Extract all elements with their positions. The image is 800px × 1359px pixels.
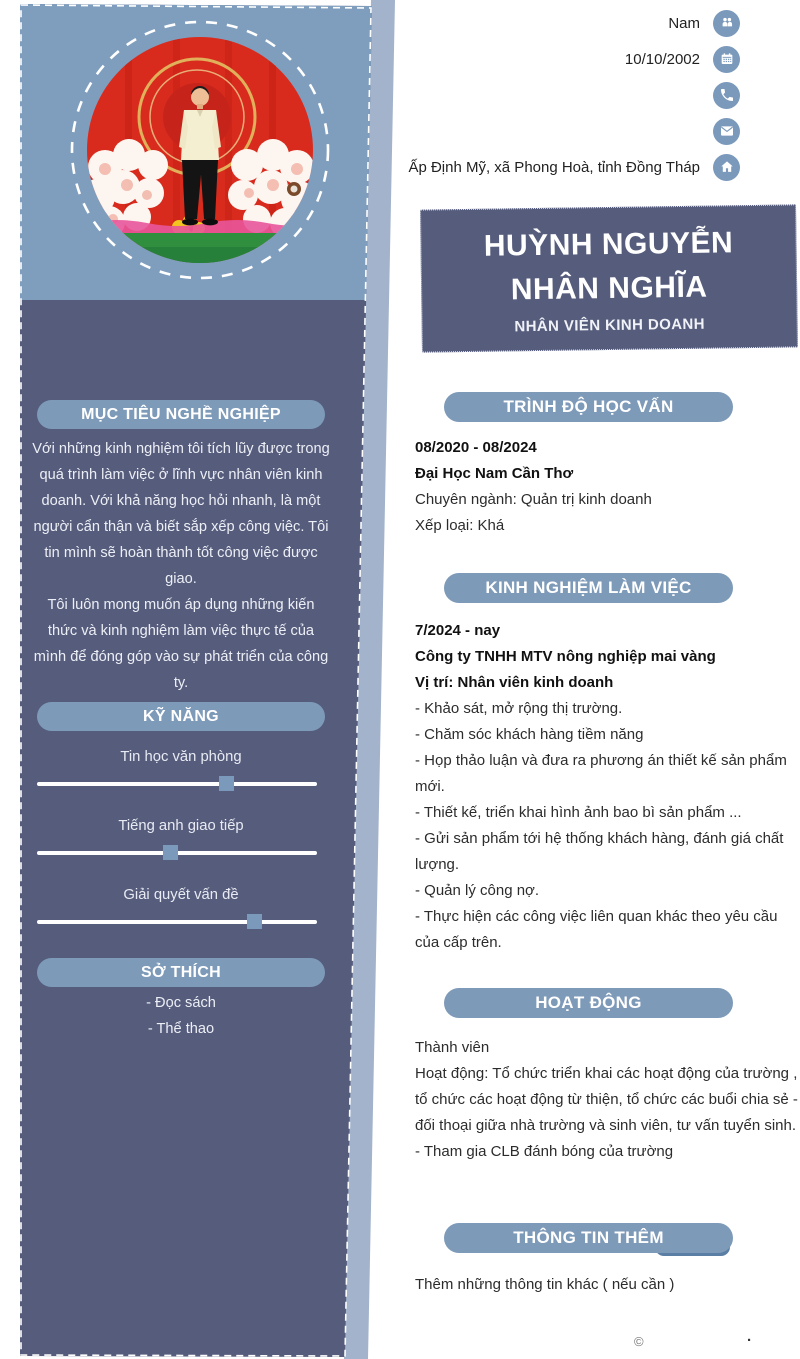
objective-text xyxy=(31,436,331,696)
experience-block xyxy=(415,618,799,956)
experience-bullet: - Họp thảo luận và đưa ra phương án thiết kế sản phẩm mới. xyxy=(415,752,787,795)
email-icon xyxy=(713,118,740,145)
objective-paragraph-2: Tôi luôn mong muốn áp dụng những kiến thức và kinh nghiệm làm việc thực tế của mình để đóng góp vào sự phát triển của công ty. xyxy=(33,597,329,691)
education-block xyxy=(415,435,799,539)
contact-row-phone xyxy=(400,81,740,109)
contact-row-gender xyxy=(400,9,740,37)
education-grade: Xếp loại: Khá xyxy=(415,517,505,534)
activities-description: Hoạt động: Tổ chức triển khai các hoạt động của trường , tổ chức các hoạt động từ thiện, tổ chức các buổi chia sẻ - đối thoại giữa nhà trường và sinh viên, tư vấn tuyển sinh. xyxy=(415,1065,798,1134)
objective-paragraph-1: Với những kinh nghiệm tôi tích lũy được trong quá trình làm việc ở lĩnh vực nhân viên kinh doanh. Với khả năng học hỏi nhanh, là một người cẩn thận và biết sắp xếp công việc. Tôi tin mình sẽ hoàn thành tốt công việc được giao. xyxy=(32,441,330,587)
contact-row-address xyxy=(400,153,740,181)
activities-extra: - Tham gia CLB đánh bóng của trường xyxy=(415,1143,674,1160)
skill-slider[interactable] xyxy=(37,851,317,855)
more-info-block xyxy=(415,1272,799,1298)
skill-slider-thumb[interactable] xyxy=(247,914,262,929)
more-info-note: Thêm những thông tin khác ( nếu cần ) xyxy=(415,1276,675,1293)
experience-bullet: - Quản lý công nợ. xyxy=(415,882,540,899)
candidate-name: HUỲNH NGUYỄN NHÂN NGHĨA xyxy=(483,226,734,307)
education-major: Chuyên ngành: Quản trị kinh doanh xyxy=(415,491,652,508)
activities-block xyxy=(415,1035,799,1165)
experience-bullet: - Thực hiện các công việc liên quan khác theo yêu cầu của cấp trên. xyxy=(415,908,778,951)
section-header-skills: KỸ NĂNG xyxy=(37,702,325,731)
contact-row-email xyxy=(400,117,740,145)
section-header-activities: HOẠT ĐỘNG xyxy=(444,988,733,1018)
hobbies-list xyxy=(31,990,331,1042)
section-header-more-info: THÔNG TIN THÊM xyxy=(444,1223,733,1253)
name-banner xyxy=(420,204,798,352)
skill-slider-thumb[interactable] xyxy=(163,845,178,860)
people-icon xyxy=(713,10,740,37)
candidate-job-title: NHÂN VIÊN KINH DOANH xyxy=(514,315,706,336)
section-header-education: TRÌNH ĐỘ HỌC VẤN xyxy=(444,392,733,422)
section-header-hobbies: SỞ THÍCH xyxy=(37,958,325,987)
birthdate-value: 10/10/2002 xyxy=(624,50,700,68)
skill-slider[interactable] xyxy=(37,782,317,786)
skill-slider-thumb[interactable] xyxy=(219,776,234,791)
profile-photo-image xyxy=(87,37,313,263)
education-period: 08/2020 - 08/2024 xyxy=(415,439,537,456)
experience-period: 7/2024 - nay xyxy=(415,622,501,639)
experience-position: Vị trí: Nhân viên kinh doanh xyxy=(415,674,614,691)
profile-photo xyxy=(87,37,313,263)
hobby-item: - Thể thao xyxy=(147,1021,215,1037)
education-school: Đại Học Nam Cần Thơ xyxy=(415,465,574,482)
experience-bullet: - Chăm sóc khách hàng tiềm năng xyxy=(415,726,644,743)
hobby-item: - Đọc sách xyxy=(146,995,216,1011)
contact-row-birthdate xyxy=(400,45,740,73)
phone-icon xyxy=(713,82,740,109)
activities-role: Thành viên xyxy=(415,1039,490,1056)
section-header-experience: KINH NGHIỆM LÀM VIỆC xyxy=(444,573,733,603)
footer-dot: . xyxy=(747,1328,752,1345)
skill-slider[interactable] xyxy=(37,920,317,924)
skill-label: Tin học văn phòng xyxy=(120,749,242,765)
skill-label: Giải quyết vấn đề xyxy=(123,887,239,903)
copyright-mark: © xyxy=(634,1334,644,1349)
gender-value: Nam xyxy=(668,14,700,32)
calendar-icon xyxy=(713,46,740,73)
experience-company: Công ty TNHH MTV nông nghiệp mai vàng xyxy=(415,648,716,665)
section-header-objective: MỤC TIÊU NGHỀ NGHIỆP xyxy=(37,400,325,429)
home-icon xyxy=(713,154,740,181)
experience-bullet: - Gửi sản phẩm tới hệ thống khách hàng, đánh giá chất lượng. xyxy=(415,830,784,873)
experience-bullet: - Khảo sát, mở rộng thị trường. xyxy=(415,700,623,717)
address-value: Ấp Định Mỹ, xã Phong Hoà, tỉnh Đồng Tháp xyxy=(408,158,700,176)
skill-label: Tiếng anh giao tiếp xyxy=(118,818,244,834)
experience-bullet: - Thiết kế, triển khai hình ảnh bao bì sản phẩm ... xyxy=(415,804,742,821)
